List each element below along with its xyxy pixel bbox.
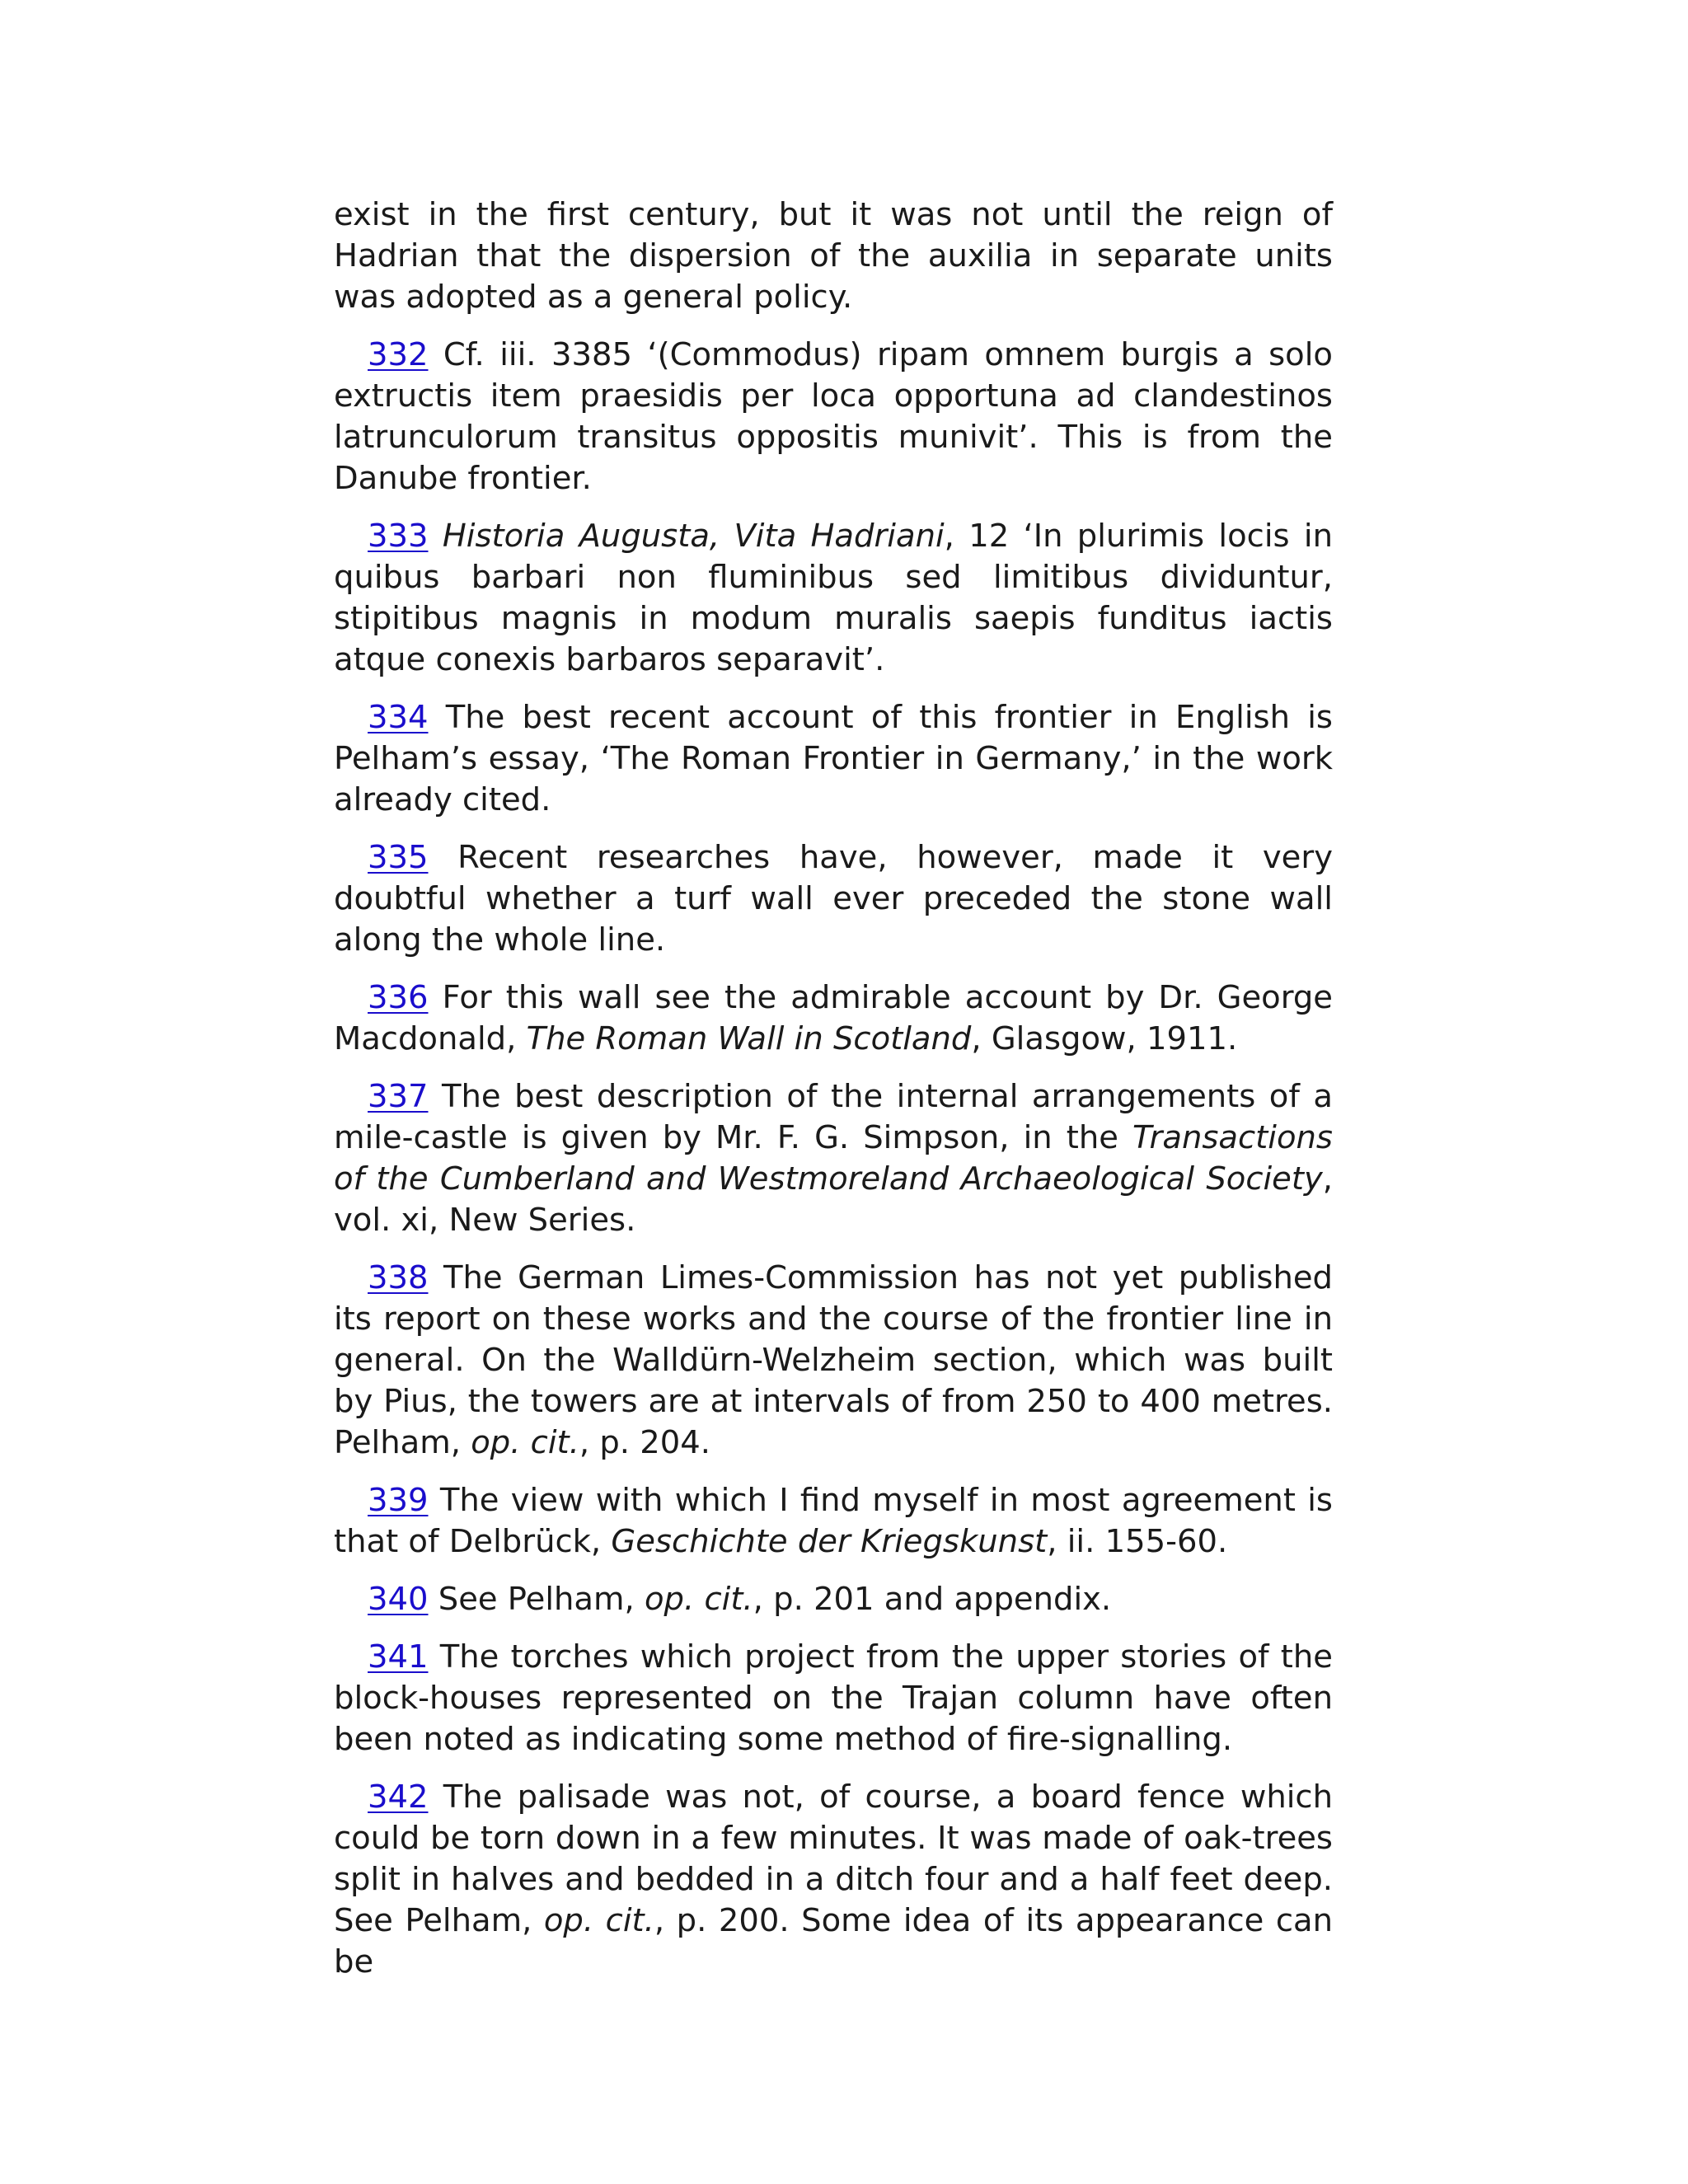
footnote-italic-text: Transactions of the Cumberland and Westmoreland Archaeological Society: [334, 1119, 1333, 1197]
footnote-link-342[interactable]: 342: [368, 1779, 429, 1816]
footnote-340: [334, 1579, 1333, 1620]
footnote-text: The best description of the internal arrangements of a mile-castle is given by Mr. F. G. Simpson, in the: [334, 1078, 1333, 1156]
footnote-text: The view with which I find myself in most agreement is that of Delbrück,: [334, 1482, 1333, 1560]
footnote-text: The best recent account of this frontier in English is Pelham’s essay, ‘The Roman Frontier in Germany,’ in the work already cited.: [334, 699, 1333, 818]
footnote-text: The torches which project from the upper stories of the block-houses represented on the Trajan column have often been noted as indicating some method of fire-signalling.: [334, 1638, 1333, 1758]
footnote-link-338[interactable]: 338: [368, 1259, 429, 1296]
footnote-334: [334, 697, 1333, 821]
footnote-332: [334, 335, 1333, 499]
footnote-336: [334, 977, 1333, 1060]
footnote-339: [334, 1480, 1333, 1563]
footnote-italic-text: op. cit.: [645, 1581, 753, 1618]
continuation-paragraph: exist in the first century, but it was not until the reign of Hadrian that the dispersion of the auxilia in separate units was adopted as a general policy.: [334, 196, 1333, 316]
footnote-link-334[interactable]: 334: [368, 699, 429, 736]
footnote-link-332[interactable]: 332: [368, 336, 429, 373]
footnote-text: The palisade was not, of course, a board fence which could be torn down in a few minutes. It was made of oak-trees split in halves and bedded in a ditch four and a half feet deep. See Pelham,: [334, 1779, 1333, 1939]
footnote-link-335[interactable]: 335: [368, 839, 429, 876]
footnote-text: , 12 ‘In plurimis locis in quibus barbari non fluminibus sed limitibus dividuntur, stipitibus magnis in modum muralis saepis funditus iactis atque conexis barbaros separavit’.: [334, 518, 1333, 678]
footnote-link-339[interactable]: 339: [368, 1482, 429, 1519]
footnote-italic-text: The Roman Wall in Scotland: [526, 1020, 972, 1057]
footnotes-list: [334, 335, 1333, 1983]
footnote-text: , Glasgow, 1911.: [971, 1020, 1238, 1057]
footnote-text: For this wall see the admirable account by Dr. George Macdonald,: [334, 979, 1333, 1057]
document-page: [334, 194, 1333, 1999]
footnote-link-341[interactable]: 341: [368, 1638, 429, 1675]
footnote-342: [334, 1777, 1333, 1983]
footnote-text: Cf. iii. 3385 ‘(Commodus) ripam omnem burgis a solo extructis item praesidis per loca opportuna ad clandestinos latrunculorum transitus oppositis munivit’. This is from the Danube frontier.: [334, 336, 1333, 497]
footnote-link-333[interactable]: 333: [368, 518, 429, 555]
footnote-link-337[interactable]: 337: [368, 1078, 429, 1115]
footnote-text: See Pelham,: [438, 1581, 645, 1618]
footnote-text: , p. 200. Some idea of its appearance can be: [334, 1902, 1334, 1980]
footnote-333: [334, 516, 1333, 681]
footnote-338: [334, 1258, 1333, 1464]
footnote-337: [334, 1076, 1333, 1241]
footnote-341: [334, 1637, 1333, 1760]
footnote-link-336[interactable]: 336: [368, 979, 429, 1016]
footnote-text: Recent researches have, however, made it very doubtful whether a turf wall ever preceded the stone wall along the whole line.: [334, 839, 1333, 958]
footnote-italic-text: op. cit.: [543, 1902, 654, 1939]
footnote-text: The German Limes-Commission has not yet published its report on these works and the course of the frontier line in general. On the Walldürn-Welzheim section, which was built by Pius, the towers are at intervals of from 250 to 400 metres. Pelham,: [334, 1259, 1333, 1461]
footnote-text: , ii. 155-60.: [1047, 1523, 1228, 1560]
footnote-italic-text: Geschichte der Kriegskunst: [611, 1523, 1048, 1560]
footnote-link-340[interactable]: 340: [368, 1581, 429, 1618]
footnote-italic-text: op. cit.: [471, 1424, 579, 1461]
footnote-text: , p. 204.: [579, 1424, 710, 1461]
footnote-italic-text: Historia Augusta, Vita Hadriani: [442, 518, 945, 555]
footnote-text: , vol. xi, New Series.: [334, 1160, 1333, 1239]
footnote-335: [334, 837, 1333, 961]
footnote-text: , p. 201 and appendix.: [753, 1581, 1112, 1618]
